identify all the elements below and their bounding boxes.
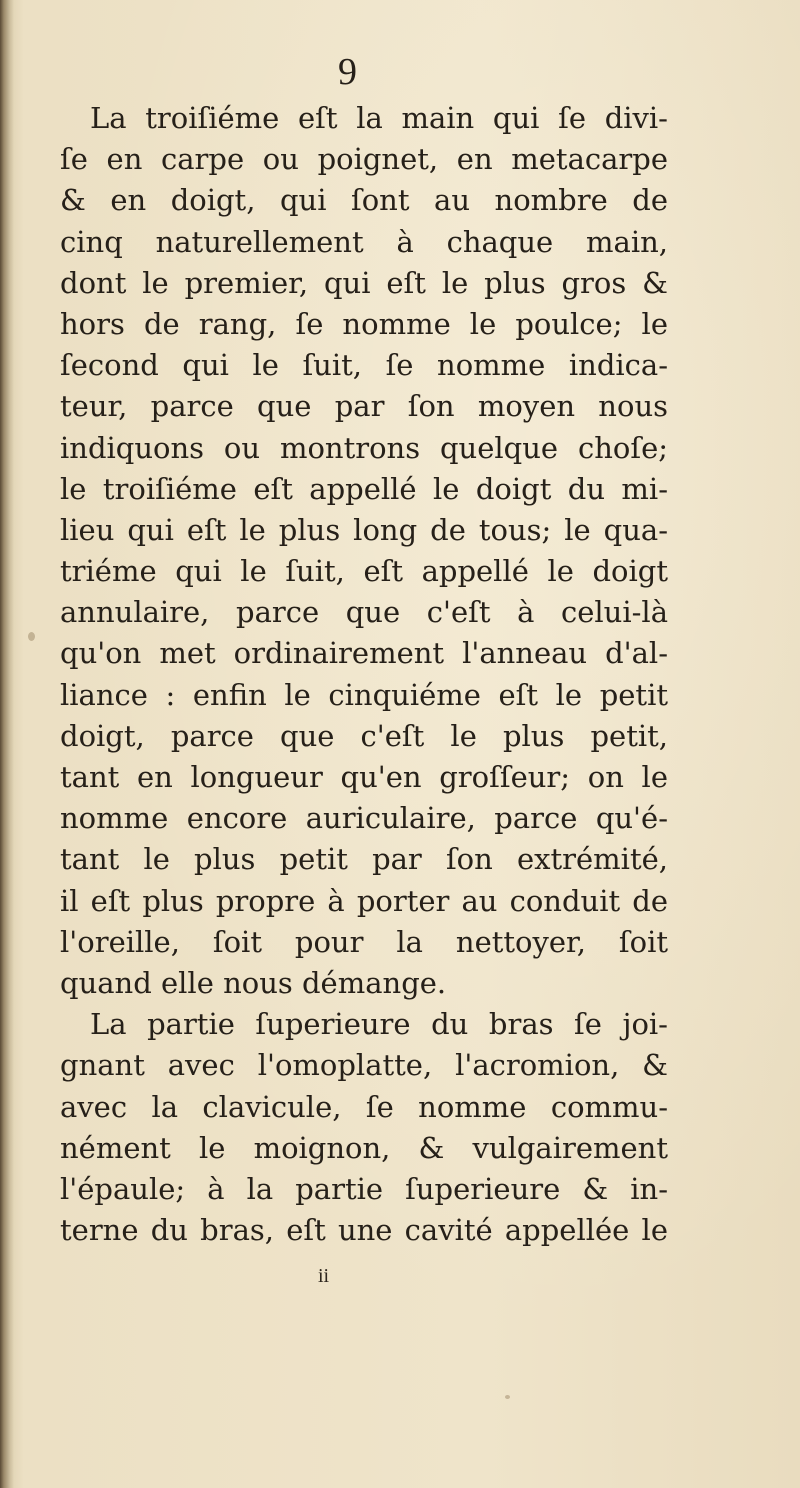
body-text	[60, 98, 668, 1251]
text-line: indiquons ou montrons quelque choſe;	[60, 430, 668, 465]
text-line: quand elle nous démange.	[60, 965, 447, 1000]
text-line: avec la clavicule, ſe nomme commu-	[60, 1089, 668, 1124]
text-line: tant en longueur qu'en groſſeur; on le	[60, 760, 668, 794]
binding-gutter	[0, 0, 14, 1488]
paper-spot	[505, 1395, 510, 1399]
text-line: cinq naturellement à chaque main,	[60, 224, 668, 259]
text-line: qu'on met ordinairement l'anneau d'al-	[60, 636, 668, 671]
text-line: lieu qui eſt le plus long de tous; le qua-	[60, 512, 668, 547]
text-line: il eſt plus propre à porter au conduit de	[60, 883, 668, 918]
text-line: annulaire, parce que c'eſt à celui-là	[60, 595, 668, 630]
text-line: teur, parce que par ſon moyen nous	[60, 389, 668, 424]
text-line: & en doigt, qui ſont au nombre de	[60, 183, 668, 218]
text-line: nomme encore auriculaire, parce qu'é-	[60, 801, 668, 836]
text-line: dont le premier, qui eſt le plus gros &	[60, 265, 668, 300]
text-line: La troiſiéme eſt la main qui ſe divi-	[90, 101, 668, 135]
paper-spot	[28, 632, 35, 641]
text-line: hors de rang, ſe nomme le poulce; le	[60, 306, 668, 341]
text-line: La partie ſuperieure du bras ſe joi-	[90, 1007, 668, 1042]
text-line: gnant avec l'omoplatte, l'acromion, &	[60, 1048, 668, 1083]
text-line: le troiſiéme eſt appellé le doigt du mi-	[60, 471, 668, 506]
text-line: terne du bras, eſt une cavité appellée le	[60, 1213, 668, 1248]
text-line: liance : enfin le cinquiéme eſt le petit	[60, 677, 668, 712]
text-line: ſe en carpe ou poignet, en metacarpe	[60, 142, 668, 177]
text-line: doigt, parce que c'eſt le plus petit,	[60, 718, 668, 753]
signature-mark: ii	[318, 1265, 330, 1287]
text-line: l'oreille, ſoit pour la nettoyer, ſoit	[60, 924, 668, 959]
text-line: ſecond qui le ſuit, ſe nomme indica-	[60, 348, 668, 383]
text-line: nément le moignon, & vulgairement	[60, 1130, 668, 1165]
text-line: l'épaule; à la partie ſuperieure & in-	[60, 1171, 668, 1206]
text-line: tant le plus petit par ſon extrémité,	[60, 842, 668, 877]
paragraph-2	[60, 1004, 668, 1251]
text-line: triéme qui le ſuit, eſt appellé le doigt	[60, 554, 668, 589]
page-number: 9	[338, 51, 357, 93]
paragraph-1	[60, 98, 668, 1004]
